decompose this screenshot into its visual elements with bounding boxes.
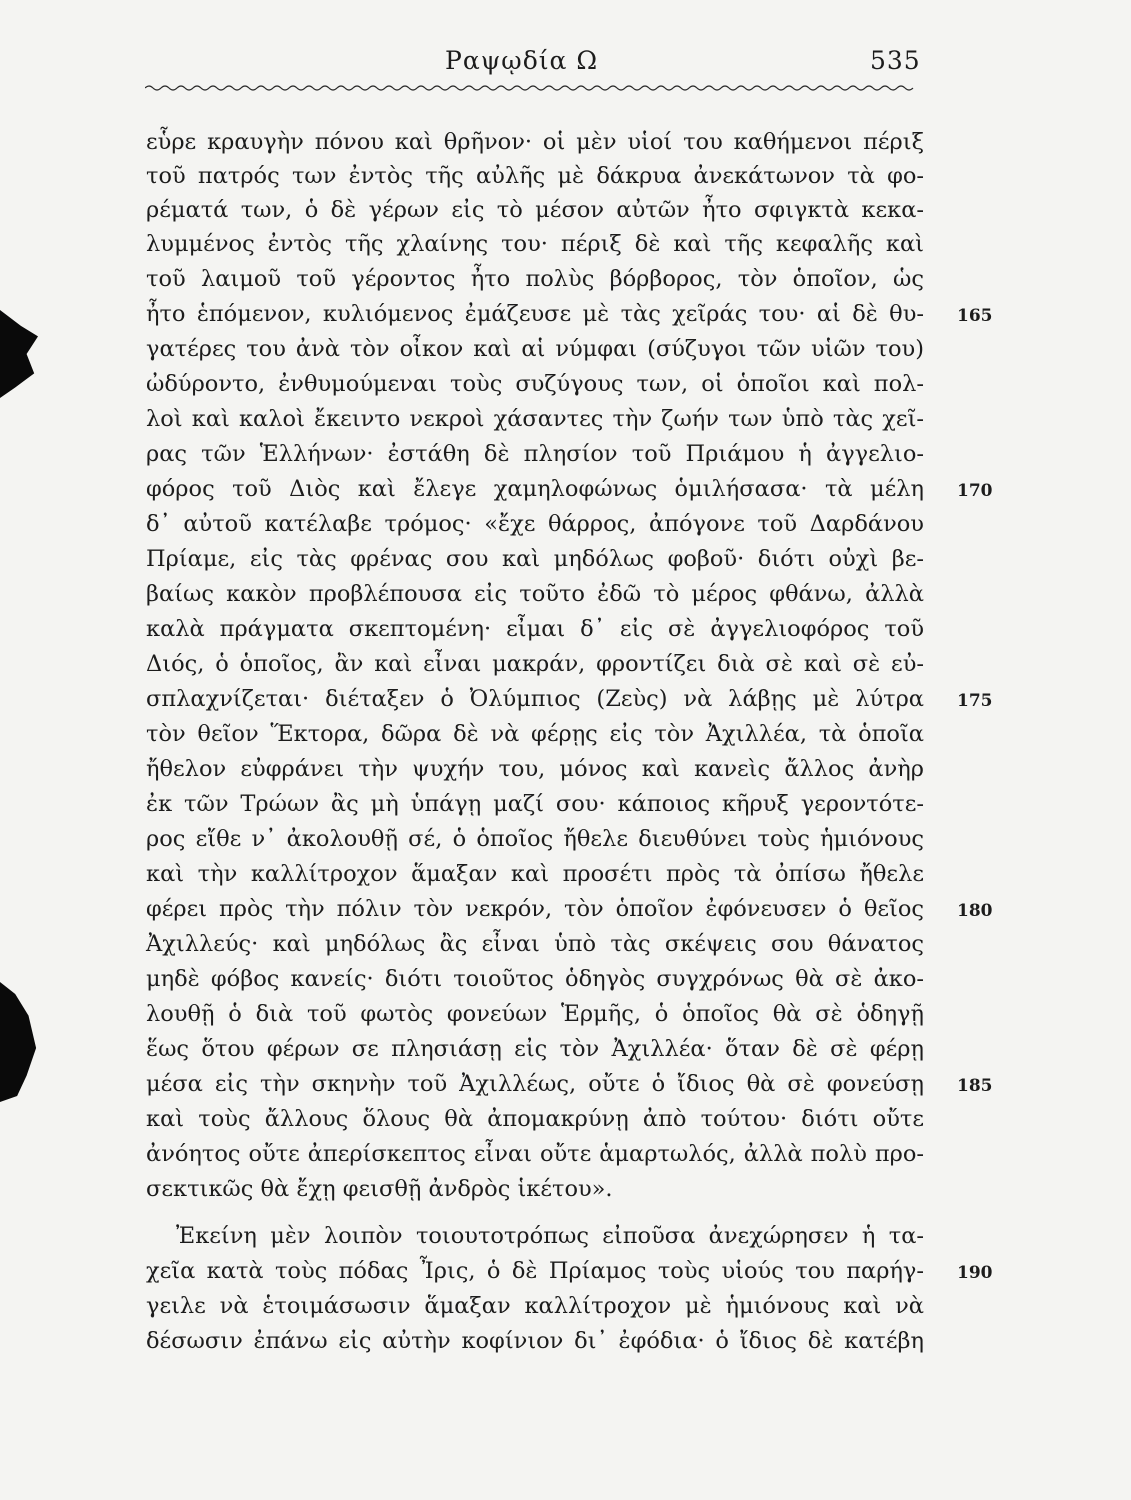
text-line: γατέρες του ἀνὰ τὸν οἶκον καὶ αἱ νύμφαι (σύζυγοι τῶν υἱῶν του) — [146, 336, 924, 362]
text-line: λοὶ καὶ καλοὶ ἔκειντο νεκροὶ χάσαντες τὴν ζωήν των ὑπὸ τὰς χεῖ- — [146, 406, 924, 432]
text-line: εὗρε κραυγὴν πόνου καὶ θρῆνον· οἱ μὲν υἱοί του καθήμενοι πέριξ — [146, 129, 924, 155]
text-line: σπλαχνίζεται· διέταξεν ὁ Ὀλύμπιος (Ζεὺς) νὰ λάβῃς μὲ λύτρα — [146, 686, 924, 712]
text-line: τοῦ πατρός των ἐντὸς τῆς αὐλῆς μὲ δάκρυα ἀνεκάτωνον τὰ φο- — [146, 163, 924, 189]
page-header-title: Ραψῳδία Ω — [445, 46, 599, 75]
text-line: ἤθελον εὐφράνει τὴν ψυχήν του, μόνος καὶ κανεὶς ἄλλος ἀνὴρ — [146, 756, 924, 782]
torn-margin-mark — [0, 982, 38, 1102]
text-line: καὶ τοὺς ἄλλους ὅλους θὰ ἀπομακρύνῃ ἀπὸ τούτου· διότι οὔτε — [146, 1106, 924, 1132]
text-line: μέσα εἰς τὴν σκηνὴν τοῦ Ἀχιλλέως, οὔτε ὁ ἴδιος θὰ σὲ φονεύσῃ — [146, 1071, 924, 1097]
verse-line-number: 175 — [957, 691, 993, 711]
text-line: ἐκ τῶν Τρώων ἂς μὴ ὑπάγῃ μαζί σου· κάποιος κῆρυξ γεροντότε- — [146, 791, 924, 817]
text-line: δέσωσιν ἐπάνω εἰς αὐτὴν κοφίνιον δι᾽ ἐφόδια· ὁ ἴδιος δὲ κατέβη — [146, 1328, 924, 1354]
text-line-paragraph-start: Ἐκείνη μὲν λοιπὸν τοιουτοτρόπως εἰποῦσα ἀνεχώρησεν ἡ τα- — [176, 1223, 924, 1249]
text-line: ὠδύροντο, ἐνθυμούμεναι τοὺς συζύγους των, οἱ ὁποῖοι καὶ πολ- — [146, 371, 924, 397]
text-line: βαίως κακὸν προβλέπουσα εἰς τοῦτο ἐδῶ τὸ μέρος φθάνω, ἀλλὰ — [146, 581, 924, 607]
text-line: φόρος τοῦ Διὸς καὶ ἔλεγε χαμηλοφώνως ὁμιλήσασα· τὰ μέλη — [146, 476, 924, 502]
text-line: λυμμένος ἐντὸς τῆς χλαίνης του· πέριξ δὲ καὶ τῆς κεφαλῆς καὶ — [146, 231, 924, 257]
text-line: ρος εἴθε ν᾽ ἀκολουθῇ σέ, ὁ ὁποῖος ἤθελε διευθύνει τοὺς ἡμιόνους — [146, 826, 924, 852]
text-line: ρας τῶν Ἑλλήνων· ἐστάθη δὲ πλησίον τοῦ Πριάμου ἡ ἀγγελιο- — [146, 441, 924, 467]
text-line: τὸν θεῖον Ἕκτορα, δῶρα δὲ νὰ φέρῃς εἰς τὸν Ἀχιλλέα, τὰ ὁποῖα — [146, 721, 924, 747]
torn-margin-mark — [0, 310, 38, 398]
text-line: φέρει πρὸς τὴν πόλιν τὸν νεκρόν, τὸν ὁποῖον ἐφόνευσεν ὁ θεῖος — [146, 896, 924, 922]
header-ornamental-rule — [145, 84, 915, 92]
text-line: χεῖα κατὰ τοὺς πόδας Ἶρις, ὁ δὲ Πρίαμος τοὺς υἱούς του παρήγ- — [146, 1258, 924, 1284]
verse-line-number: 170 — [957, 481, 993, 501]
text-line: Διός, ὁ ὁποῖος, ἂν καὶ εἶναι μακράν, φροντίζει διὰ σὲ καὶ σὲ εὐ- — [146, 651, 924, 677]
text-line: ἕως ὅτου φέρων σε πλησιάσῃ εἰς τὸν Ἀχιλλέα· ὅταν δὲ σὲ φέρῃ — [146, 1036, 924, 1062]
text-line: καλὰ πράγματα σκεπτομένη· εἶμαι δ᾽ εἰς σὲ ἀγγελιοφόρος τοῦ — [146, 616, 924, 642]
text-line: τοῦ λαιμοῦ τοῦ γέροντος ἦτο πολὺς βόρβορος, τὸν ὁποῖον, ὡς — [146, 266, 924, 292]
verse-line-number: 180 — [957, 901, 993, 921]
text-line: Πρίαμε, εἰς τὰς φρένας σου καὶ μηδόλως φοβοῦ· διότι οὐχὶ βε- — [146, 546, 924, 572]
verse-line-number: 165 — [957, 306, 993, 326]
text-line: καὶ τὴν καλλίτροχον ἅμαξαν καὶ προσέτι πρὸς τὰ ὀπίσω ἤθελε — [146, 861, 924, 887]
verse-line-number: 185 — [957, 1076, 993, 1096]
text-line: ρέματά των, ὁ δὲ γέρων εἰς τὸ μέσον αὐτῶν ἦτο σφιγκτὰ κεκα- — [146, 197, 924, 223]
page-number: 535 — [870, 46, 921, 75]
text-line: λουθῇ ὁ διὰ τοῦ φωτὸς φονεύων Ἑρμῆς, ὁ ὁποῖος θὰ σὲ ὁδηγῇ — [146, 1001, 924, 1027]
text-line: ἦτο ἑπόμενον, κυλιόμενος ἐμάζευσε μὲ τὰς χεῖράς του· αἱ δὲ θυ- — [146, 301, 924, 327]
text-line: σεκτικῶς θὰ ἔχῃ φεισθῇ ἀνδρὸς ἱκέτου». — [146, 1176, 613, 1202]
text-line: μηδὲ φόβος κανείς· διότι τοιοῦτος ὁδηγὸς συγχρόνως θὰ σὲ ἀκο- — [146, 966, 924, 992]
text-line: γειλε νὰ ἑτοιμάσωσιν ἅμαξαν καλλίτροχον μὲ ἡμιόνους καὶ νὰ — [146, 1293, 924, 1319]
verse-line-number: 190 — [957, 1263, 993, 1283]
text-line: δ᾽ αὐτοῦ κατέλαβε τρόμος· «ἔχε θάρρος, ἀπόγονε τοῦ Δαρδάνου — [146, 511, 924, 537]
text-line: Ἀχιλλεύς· καὶ μηδόλως ἂς εἶναι ὑπὸ τὰς σκέψεις σου θάνατος — [146, 931, 924, 957]
text-line: ἀνόητος οὔτε ἀπερίσκεπτος εἶναι οὔτε ἁμαρτωλός, ἀλλὰ πολὺ προ- — [146, 1141, 924, 1167]
